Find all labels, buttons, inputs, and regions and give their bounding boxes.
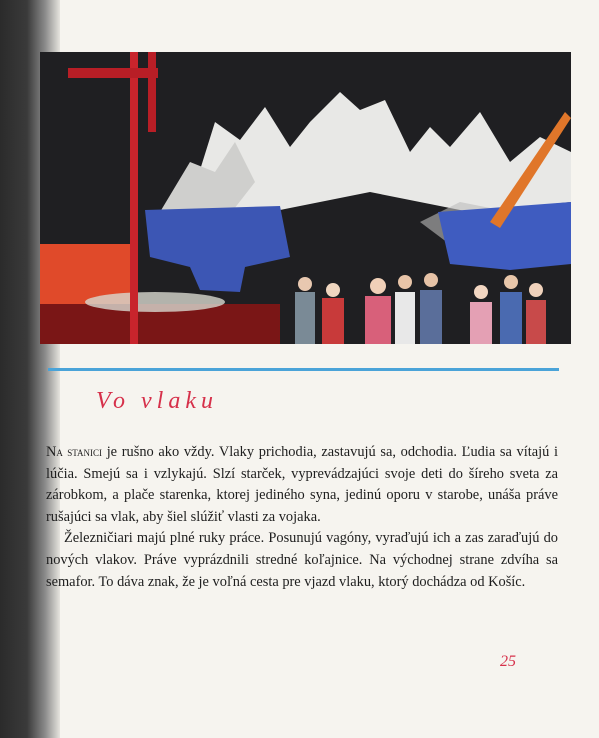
page-number: 25 bbox=[500, 653, 516, 670]
drop-letter: N bbox=[46, 444, 57, 460]
paragraph-2: Železničiari majú plné ruky práce. Posunujú vagóny, vyraďujú ich a zas zaraďujú do nových vlakov. Práve vyprázdnili stredné koľajnice. Na východnej strane zdvíha sa semafor. To dáva znak, že je voľná cesta pre vjazd vlaku, ktorý dochádza od Košíc. bbox=[46, 530, 558, 590]
section-rule bbox=[48, 368, 559, 371]
station-illustration bbox=[40, 52, 571, 344]
paragraph-1-text: je rušno ako vždy. Vlaky prichodia, zastavujú sa, odchodia. Ľudia sa vítajú i lúčia. Smejú sa i vzlykajú. Slzí starček, vyprevádzajúci svoje deti do šíreho sveta za zárobkom, a plače starenka, ktorej jediného syna, jedinú oporu v starobe, unáša práve rušajúci sa vlak, aby šiel slúžiť vlasti za vojaka. bbox=[46, 444, 559, 525]
paragraph-1 bbox=[46, 441, 558, 528]
body-text bbox=[46, 441, 558, 593]
chapter-title: Vo vlaku bbox=[96, 388, 218, 414]
smallcaps-opening: a stanici bbox=[56, 444, 103, 459]
